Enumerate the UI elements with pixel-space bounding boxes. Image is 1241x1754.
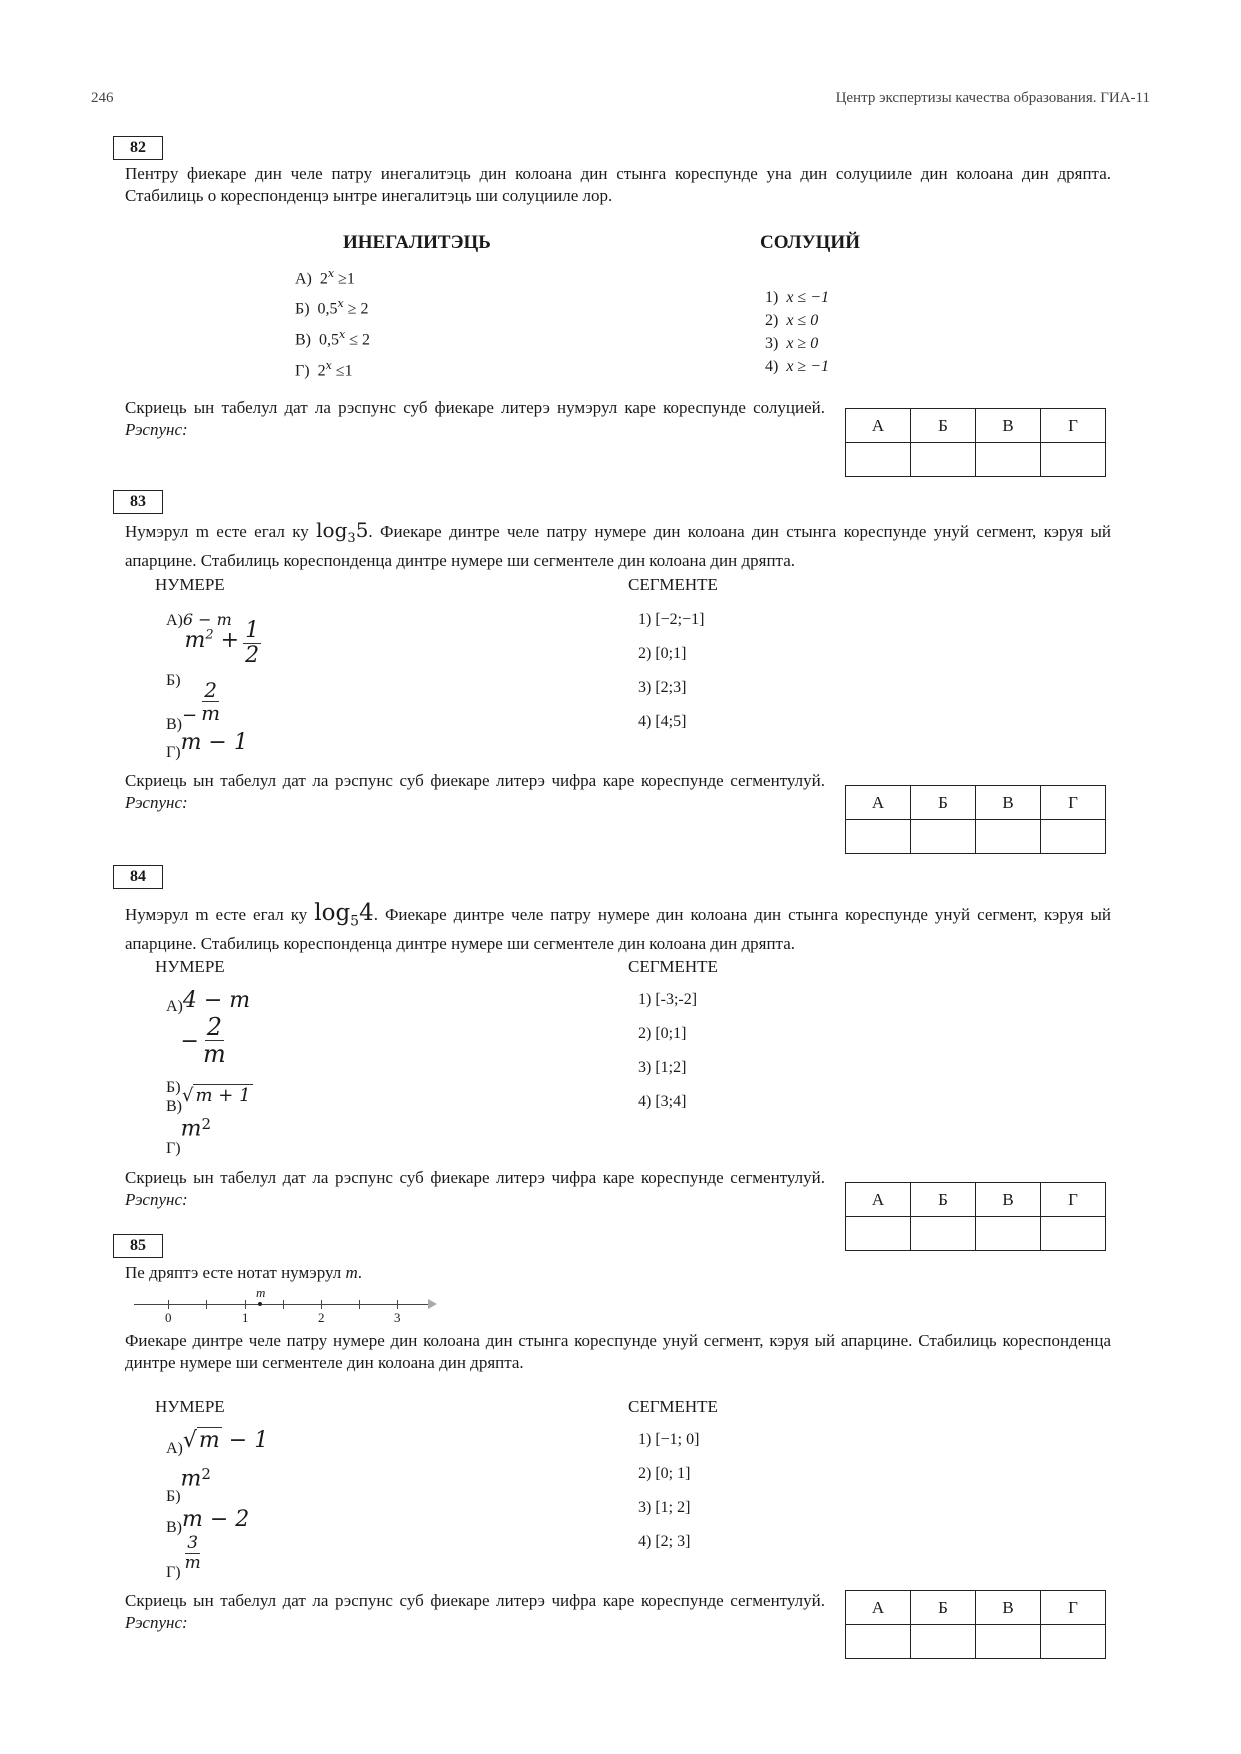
segment-1: 1) [-3;-2] (638, 991, 698, 1008)
number-b: Б)− $\frac{2}{m}$ (166, 1013, 226, 1097)
number-d: $Г)m^2$ (166, 1115, 211, 1158)
answer-instruction: Скриець ын табелул дат ла рэспунс суб фиекаре литерэ нумэрул каре кореспунде солуцией. Рэспунс: (125, 398, 825, 439)
answer-cell[interactable] (976, 820, 1041, 854)
answer-cell[interactable] (911, 443, 976, 477)
segment-1: 1) [−2;−1] (638, 611, 705, 628)
number-d: Г) $\frac{3}{m}$ (166, 1533, 201, 1582)
task-text: Нумэрул m есте егал ку $\log_35$. Фиекаре динтре челе патру нумере дин колоана дин стынга кореспунде унуй сегмент, кэруя ый апарцине. Стабилиць кореспонденца динтре нумере ши сегментеле дин колоана дин дряпта. (125, 518, 1112, 570)
number-c: В)− $\frac{2}{m}$ (166, 678, 221, 734)
column-heading-solutions: СОЛУЦИЙ (760, 232, 860, 253)
segment-2: 2) [0;1] (638, 1025, 687, 1042)
answer-cell[interactable] (911, 1217, 976, 1251)
number-line-axis (134, 1304, 434, 1305)
segment-4: 4) [4;5] (638, 713, 687, 730)
answer-header: В (976, 1183, 1041, 1217)
arrow-right-icon (428, 1299, 437, 1309)
column-heading-numbers: НУМЕРЕ (155, 957, 225, 976)
column-heading-segments: СЕГМЕНТЕ (628, 575, 718, 594)
answer-header: В (976, 409, 1041, 443)
answer-cell[interactable] (976, 1217, 1041, 1251)
option-label: А) (295, 270, 312, 288)
task-number: 85 (113, 1234, 163, 1258)
segment-3: 3) [1;2] (638, 1059, 687, 1076)
page-number: 246 (91, 90, 114, 106)
answer-table (845, 1182, 1106, 1251)
answer-header: Б (911, 1183, 976, 1217)
task-number: 82 (113, 136, 163, 160)
number-b: $Б)m^2$ (166, 1465, 211, 1506)
answer-cell[interactable] (846, 820, 911, 854)
answer-header: А (846, 1591, 911, 1625)
solution-1: 1) x ≤ −1 (765, 289, 830, 306)
segment-2: 2) [0;1] (638, 645, 687, 662)
answer-header: Г (1041, 1183, 1106, 1217)
task-text: Пентру фиекаре дин челе патру инегалитэць дин колоана дин стынга кореспунде уна дин солуцииле дин колоана дин дряпта. Стабилиць о кореспонденцэ ынтре инегалитэць ши солуцииле лор. (125, 164, 1111, 205)
answer-cell[interactable] (976, 443, 1041, 477)
answer-header: Б (911, 1591, 976, 1625)
segment-4: 4) [3;4] (638, 1093, 687, 1110)
point-label: m (256, 1285, 266, 1300)
number-line (130, 1285, 440, 1325)
answer-header: А (846, 409, 911, 443)
segment-3: 3) [1; 2] (638, 1499, 691, 1516)
solution-3: 3) x ≥ 0 (765, 335, 819, 352)
inequality-b: Б) 0,5$^x$ ≥ 2 (295, 297, 369, 318)
answer-header: В (976, 786, 1041, 820)
tick-label: 2 (318, 1310, 325, 1325)
number-c: В)√ m + 1 (166, 1085, 251, 1115)
page-header-title: Центр экспертизы качества образования. ГИА-11 (835, 90, 1150, 106)
answer-header: Б (911, 786, 976, 820)
answer-cell[interactable] (846, 443, 911, 477)
option-label: Б) (295, 300, 310, 318)
column-heading-inequalities: ИНЕГАЛИТЭЦЬ (343, 232, 491, 253)
column-heading-segments: СЕГМЕНТЕ (628, 957, 718, 976)
tick-label: 1 (242, 1310, 249, 1325)
segment-2: 2) [0; 1] (638, 1465, 691, 1482)
answer-instruction: Скриець ын табелул дат ла рэспунс суб фиекаре литерэ чифра каре кореспунде сегментулуй. Рэспунс: (125, 1168, 825, 1209)
answer-table (845, 1590, 1106, 1659)
answer-cell[interactable] (1041, 443, 1106, 477)
answer-cell[interactable] (846, 1217, 911, 1251)
task-number: 83 (113, 490, 163, 514)
segment-1: 1) [−1; 0] (638, 1431, 700, 1448)
task-text: Фиекаре динтре челе патру нумере дин колоана дин стынга кореспунде унуй сегмент, кэруя ый апарцине. Стабилиць кореспонденца динтре нумере ши сегментеле дин колоана дин дряпта. (125, 1331, 1111, 1372)
answer-header: Г (1041, 409, 1106, 443)
number-b: Б) $m^2$ + $\frac{1}{2}$ (166, 618, 260, 690)
option-label: Г) (295, 362, 310, 380)
answer-header: В (976, 1591, 1041, 1625)
task-text: Нумэрул m есте егал ку $\log_54$. Фиекаре динтре челе патру нумере дин колоана дин стынга кореспунде унуй сегмент, кэруя ый апарцине. Стабилиць кореспонденца динтре нумере ши сегментеле дин колоана дин дряпта. (125, 900, 1111, 953)
answer-header: Г (1041, 1591, 1106, 1625)
answer-instruction: Скриець ын табелул дат ла рэспунс суб фиекаре литерэ чифра каре кореспунде сегментулуй. Рэспунс: (125, 771, 825, 812)
answer-header: А (846, 786, 911, 820)
column-heading-numbers: НУМЕРЕ (155, 1397, 225, 1416)
column-heading-numbers: НУМЕРЕ (155, 575, 225, 594)
segment-3: 3) [2;3] (638, 679, 687, 696)
answer-cell[interactable] (911, 1625, 976, 1659)
inequality-d: Г) 2$^x$ ≤1 (295, 359, 353, 380)
option-label: В) (295, 331, 311, 349)
tick-label: 0 (165, 1310, 172, 1325)
number-a: А)4 − m (166, 988, 251, 1015)
answer-cell[interactable] (1041, 1625, 1106, 1659)
answer-cell[interactable] (1041, 820, 1106, 854)
number-a: А)√m − 1 (166, 1428, 269, 1457)
task-text: Пе дряптэ есте нотат нумэрул m. (125, 1263, 362, 1282)
answer-cell[interactable] (976, 1625, 1041, 1659)
point-m (258, 1302, 262, 1306)
number-c: В)m − 2 (166, 1507, 250, 1536)
solution-4: 4) x ≥ −1 (765, 358, 830, 375)
segment-4: 4) [2; 3] (638, 1533, 691, 1550)
answer-cell[interactable] (846, 1625, 911, 1659)
answer-header: Г (1041, 786, 1106, 820)
answer-table (845, 408, 1106, 477)
inequality-a: А) 2$^x$ ≥1 (295, 267, 355, 288)
answer-table (845, 785, 1106, 854)
column-heading-segments: СЕГМЕНТЕ (628, 1397, 718, 1416)
tick-label: 3 (394, 1310, 401, 1325)
number-d: Г)m − 1 (166, 730, 248, 761)
answer-header: А (846, 1183, 911, 1217)
task-number: 84 (113, 865, 163, 889)
solution-2: 2) x ≤ 0 (765, 312, 819, 329)
answer-cell[interactable] (1041, 1217, 1106, 1251)
inequality-c: В) 0,5$^x$ ≤ 2 (295, 328, 370, 349)
answer-header: Б (911, 409, 976, 443)
answer-cell[interactable] (911, 820, 976, 854)
answer-instruction: Скриець ын табелул дат ла рэспунс суб фиекаре литерэ чифра каре кореспунде сегментулуй. Рэспунс: (125, 1591, 825, 1632)
number-a: А)6 − m (166, 610, 232, 629)
